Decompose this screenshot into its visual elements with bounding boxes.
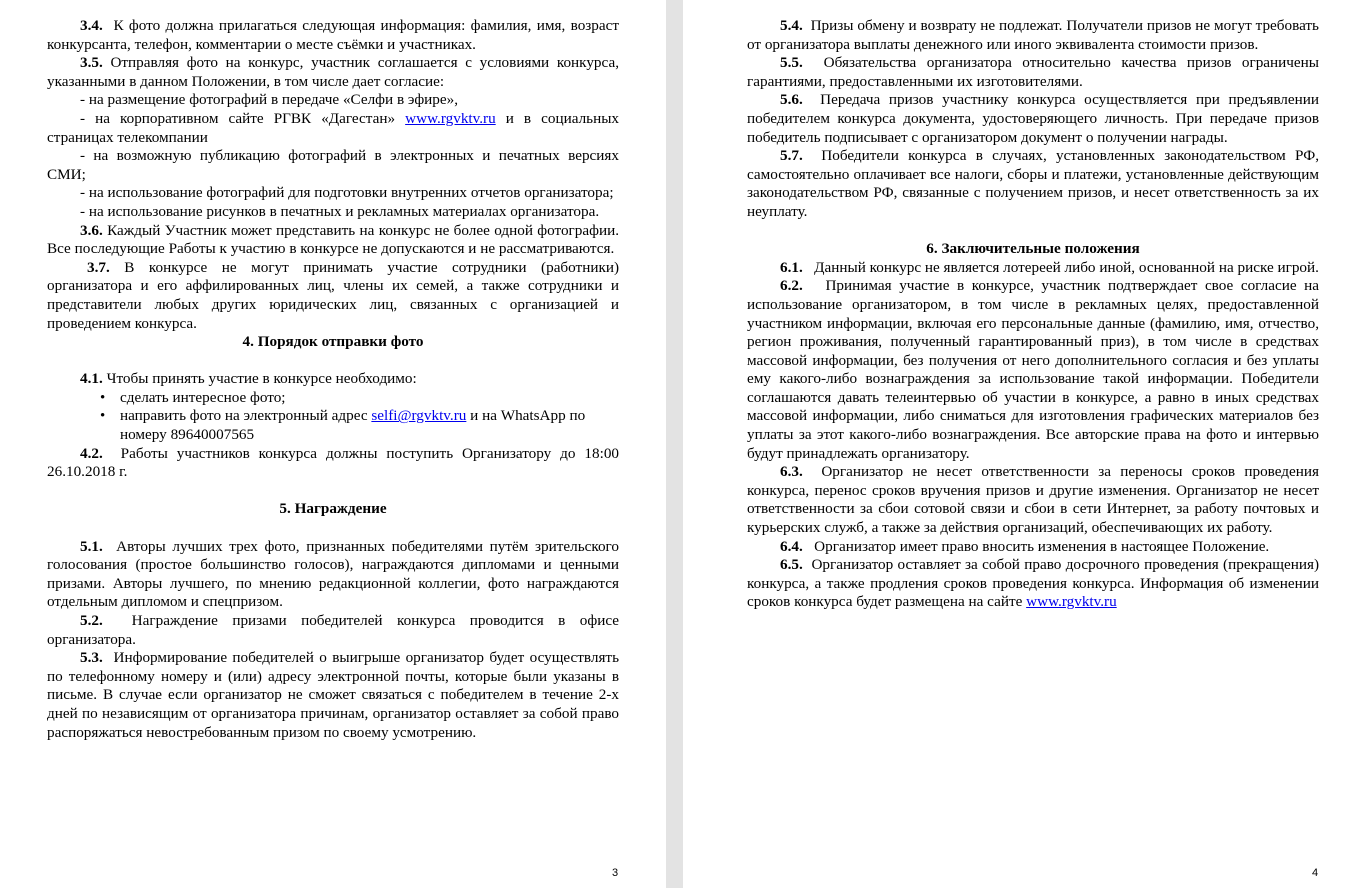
clause-text: Организатор не несет ответственности за переносы сроков проведения конкурса, перенос сроков вручения призов и другие изменения. Организатор не несет ответственности за сбои сотовой связи и сбои в сети Интернет, за работу почтовых и курьерских служб, а также за действия организаций, обеспечивающих их работу. (747, 463, 1320, 537)
clause-text: Отправляя фото на конкурс, участник соглашается с условиями конкурса, указанными в данном Положении, в том числе дает согласие: (47, 54, 619, 90)
clause-4-1 (47, 370, 619, 389)
section-heading-6: 6. Заключительные положения (926, 240, 1140, 258)
clause-5-2 (47, 612, 619, 649)
clause-number: 5.1. (80, 537, 103, 555)
clause-text: Награждение призами победителей конкурса проводится в офисе организатора. (47, 612, 619, 648)
section-heading-4: 4. Порядок отправки фото (242, 333, 424, 351)
clause-text: Организатор имеет право вносить изменения в настоящее Положение. (814, 537, 1270, 555)
bullet-list (47, 389, 619, 445)
consent-text: - на корпоративном сайте РГВК «Дагестан» (80, 109, 396, 127)
clause-number: 3.4. (80, 17, 103, 34)
clause-3-7 (47, 259, 619, 333)
clause-6-2 (747, 277, 1319, 463)
clause-text: Информирование победителей о выигрыше организатор будет осуществлять по телефонному номеру и (или) адресу электронной почты, которые были указаны в письме. В случае если организатор не сможет связаться с победителем в течение 2-х дней по независящим от организатора причинам, организатор оставляет за собой право распоряжаться невостребованным призом по своему усмотрению. (47, 649, 619, 741)
clause-6-3 (747, 463, 1319, 537)
clause-number: 4.1. (80, 370, 103, 388)
clause-number: 5.7. (780, 147, 803, 165)
clause-6-4 (747, 538, 1319, 557)
clause-text: Обязательства организатора относительно качества призов ограничены гарантиями, предоставленными их изготовителями. (747, 54, 1319, 90)
bullet-text: направить фото на электронный адрес (120, 407, 368, 425)
bullet-item-2 (120, 407, 619, 444)
clause-3-5 (47, 54, 619, 91)
clause-5-4 (747, 17, 1319, 54)
clause-3-6 (47, 222, 619, 259)
clause-4-2 (47, 445, 619, 482)
clause-number: 6.4. (780, 537, 803, 555)
clause-text: Авторы лучших трех фото, признанных победителями путём зрительского голосования (простое большинство голосов), награждаются дипломами и ценными призами. Авторы лучшего, по мнению редакционной коллегии, фото награждаются отдельным дипломом и спецпризом. (47, 537, 620, 611)
clause-6-5 (747, 556, 1319, 612)
email-link[interactable]: selfi@rgvktv.ru (371, 407, 467, 425)
clause-3-4 (47, 17, 619, 54)
clause-number: 6.3. (780, 463, 803, 481)
clause-number: 6.5. (780, 556, 803, 574)
clause-number: 3.6. (80, 221, 103, 239)
clause-5-1 (47, 538, 619, 612)
page-3 (0, 0, 666, 888)
clause-text: В конкурсе не могут принимать участие сотрудники (работники) организатора и его аффилированных лиц, члены их семей, а также сотрудники и представители любых других юридических лиц, связанных с организацией и проведением конкурса. (47, 258, 620, 332)
bullet-text: и на WhatsApp по номеру 89640007565 (120, 407, 586, 444)
clause-number: 5.3. (80, 649, 103, 667)
clause-text: Организатор оставляет за собой право досрочного проведения (прекращения) конкурса, а также продления сроков проведения конкурса. Информация об изменении сроков конкурса будет размещена на сайте (747, 556, 1320, 611)
site-link[interactable]: www.rgvktv.ru (405, 109, 496, 127)
clause-number: 3.7. (87, 258, 110, 276)
clause-5-5 (747, 54, 1319, 91)
clause-number: 3.5. (80, 54, 103, 72)
consent-item-4: - на использование фотографий для подготовки внутренних отчетов организатора; (80, 184, 614, 202)
clause-text: Принимая участие в конкурсе, участник подтверждает свое согласие на использование организатором, в том числе в рекламных целях, предоставленной участником информации, включая его персональные данные (фамилию, имя, отчество, регион проживания, полученный гарантированный приз), в том числе в средствах массовой информации, без получения от него дополнительного согласия и без уплаты ему какого-либо вознаграждения за использование такой информации. Победители соглашаются давать телеинтервью об участии в конкурсе, а равно в иных средствах массовой информации, либо сниматься для изготовления графических материалов без уплаты за этот какого-либо вознаграждения. Все авторские права на фото и интервью будут принадлежать организатору. (747, 277, 1319, 462)
clause-text: Работы участников конкурса должны поступить Организатору до 18:00 26.10.2018 г. (47, 444, 620, 481)
clause-text: Чтобы принять участие в конкурсе необходимо: (106, 370, 417, 388)
clause-number: 4.2. (80, 444, 103, 462)
consent-item-3: - на возможную публикацию фотографий в электронных и печатных версиях СМИ; (47, 147, 619, 183)
consent-text: и в социальных страницах телекомпании (47, 109, 620, 146)
clause-number: 6.2. (780, 277, 803, 295)
clause-5-3 (47, 649, 619, 742)
clause-text: Передача призов участнику конкурса осуществляется при предъявлении победителем конкурса документа, удостоверяющего личность. При передаче призов победитель подписывает с организатором документ о получении награды. (747, 91, 1319, 146)
page-4 (683, 0, 1366, 888)
consent-item-2 (47, 110, 619, 147)
clause-number: 5.6. (780, 91, 803, 109)
clause-text: Данный конкурс не является лотереей либо иной, основанной на риске игрой. (814, 258, 1319, 276)
section-heading-5: 5. Награждение (279, 500, 387, 518)
page-number: 3 (612, 867, 619, 879)
site-link[interactable]: www.rgvktv.ru (1026, 593, 1117, 611)
clause-5-7 (747, 147, 1319, 221)
bullet-item-1: • сделать интересное фото; (120, 389, 619, 408)
clause-number: 5.2. (80, 612, 103, 629)
page-number: 4 (1312, 867, 1319, 879)
consent-item-5: - на использование рисунков в печатных и рекламных материалах организатора. (80, 202, 600, 220)
consent-item-1: - на размещение фотографий в передаче «Селфи в эфире», (80, 91, 459, 109)
clause-text: Победители конкурса в случаях, установленных законодательством РФ, самостоятельно оплачивает все налоги, сборы и платежи, установленные действующим законодательством РФ, связанные с получением призов, и несет ответственность за их неуплату. (747, 147, 1320, 220)
clause-text: Призы обмену и возврату не подлежат. Получатели призов не могут требовать от организатора выплаты денежного или иного эквивалента стоимости призов. (747, 17, 1319, 53)
clause-number: 5.5. (780, 54, 803, 72)
clause-text: К фото должна прилагаться следующая информация: фамилия, имя, возраст конкурсанта, телефон, комментарии о месте съёмки и участниках. (47, 17, 620, 53)
clause-text: Каждый Участник может представить на конкурс не более одной фотографии. Все последующие Работы к участию в конкурсе не допускаются и не рассматриваются. (47, 221, 620, 258)
clause-6-1 (747, 259, 1319, 278)
clause-number: 5.4. (780, 17, 803, 34)
clause-5-6 (747, 91, 1319, 147)
clause-number: 6.1. (780, 258, 803, 276)
page-gap (666, 0, 683, 888)
